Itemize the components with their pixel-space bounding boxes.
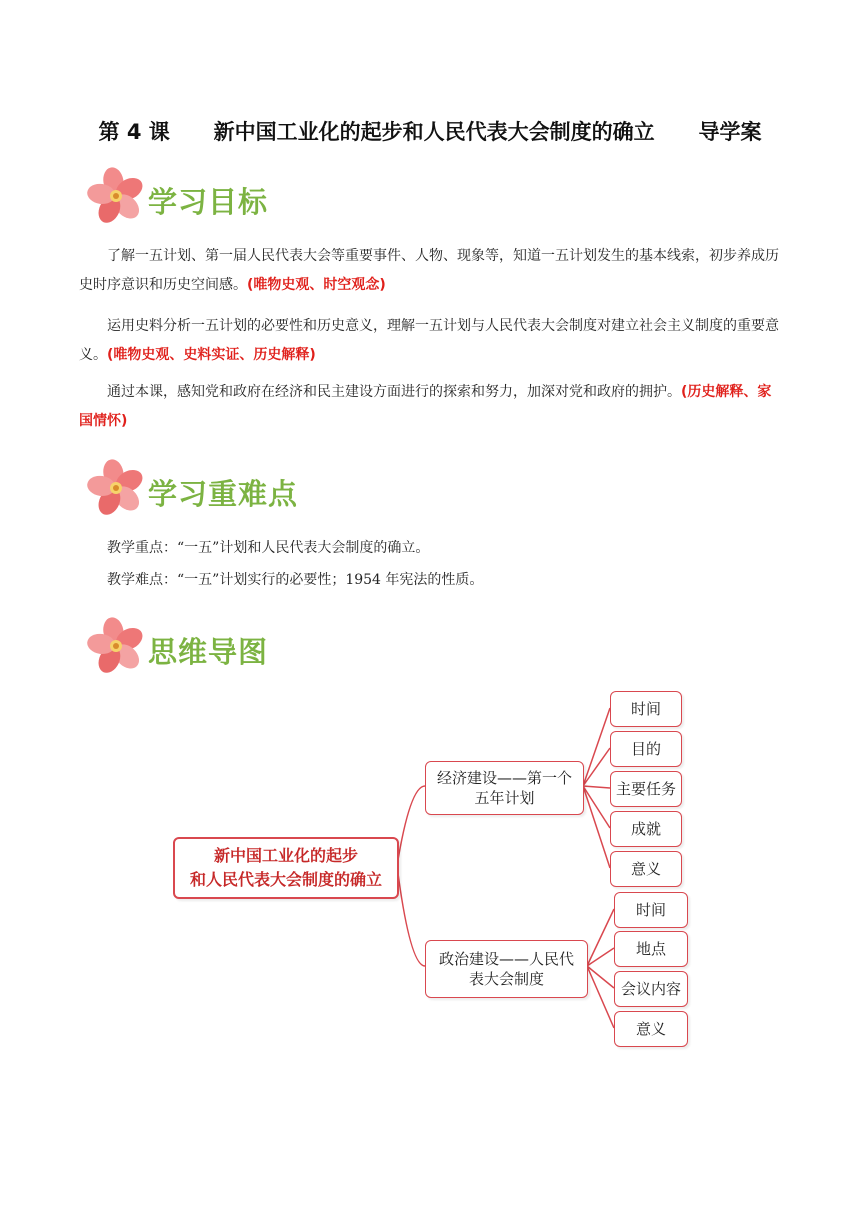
leaf-politics-place: 地点 [614, 931, 688, 967]
section-title-mindmap: 思维导图 [148, 635, 269, 669]
leaf-politics-time: 时间 [614, 892, 688, 928]
leaf-economy-significance: 意义 [610, 851, 682, 887]
mindmap-branch-politics [425, 940, 588, 998]
leaf-economy-tasks: 主要任务 [610, 771, 682, 807]
branch1-line-2: 五年计划 [474, 789, 535, 807]
key-focus: 教学重点：“一五”计划和人民代表大会制度的确立。 [107, 540, 430, 556]
leaf-politics-significance: 意义 [614, 1011, 688, 1047]
leaf-economy-purpose: 目的 [610, 731, 682, 767]
goal-tag-1: (唯物史观、时空观念) [247, 277, 386, 293]
leaf-politics-content: 会议内容 [614, 971, 688, 1007]
mindmap-root [173, 837, 399, 899]
mindmap-branch-economy [425, 761, 584, 815]
root-line-2: 和人民代表大会制度的确立 [189, 870, 382, 889]
branch2-line-1: 政治建设——人民代 [438, 950, 574, 968]
goal-text-3: 通过本课，感知党和政府在经济和民主建设方面进行的探索和努力，加深对党和政府的拥护。 [107, 384, 681, 400]
goal-tag-2: (唯物史观、史料实证、历史解释) [107, 347, 316, 363]
section-title-goals: 学习目标 [148, 185, 269, 219]
section-title-keypoints: 学习重难点 [148, 477, 299, 511]
page-title: 第 4 课 新中国工业化的起步和人民代表大会制度的确立 导学案 [98, 120, 762, 144]
leaf-economy-achievements: 成就 [610, 811, 682, 847]
goal-text-2: 运用史料分析一五计划的必要性和历史意义，理解一五计划与人民代表大会制度对建立社会主义制度的重要意义。 [79, 318, 779, 363]
branch2-line-2: 表大会制度 [468, 970, 544, 988]
goal-tag-3: (历史解释、家国情怀) [79, 384, 772, 429]
goal-text-1: 了解一五计划、第一届人民代表大会等重要事件、人物、现象等，知道一五计划发生的基本线索，初步养成历史时序意识和历史空间感。 [79, 248, 779, 293]
key-difficulty: 教学难点：“一五”计划实行的必要性；1954 年宪法的性质。 [107, 572, 484, 588]
root-line-1: 新中国工业化的起步 [213, 846, 358, 865]
branch1-line-1: 经济建设——第一个 [436, 769, 572, 787]
leaf-economy-time: 时间 [610, 691, 682, 727]
